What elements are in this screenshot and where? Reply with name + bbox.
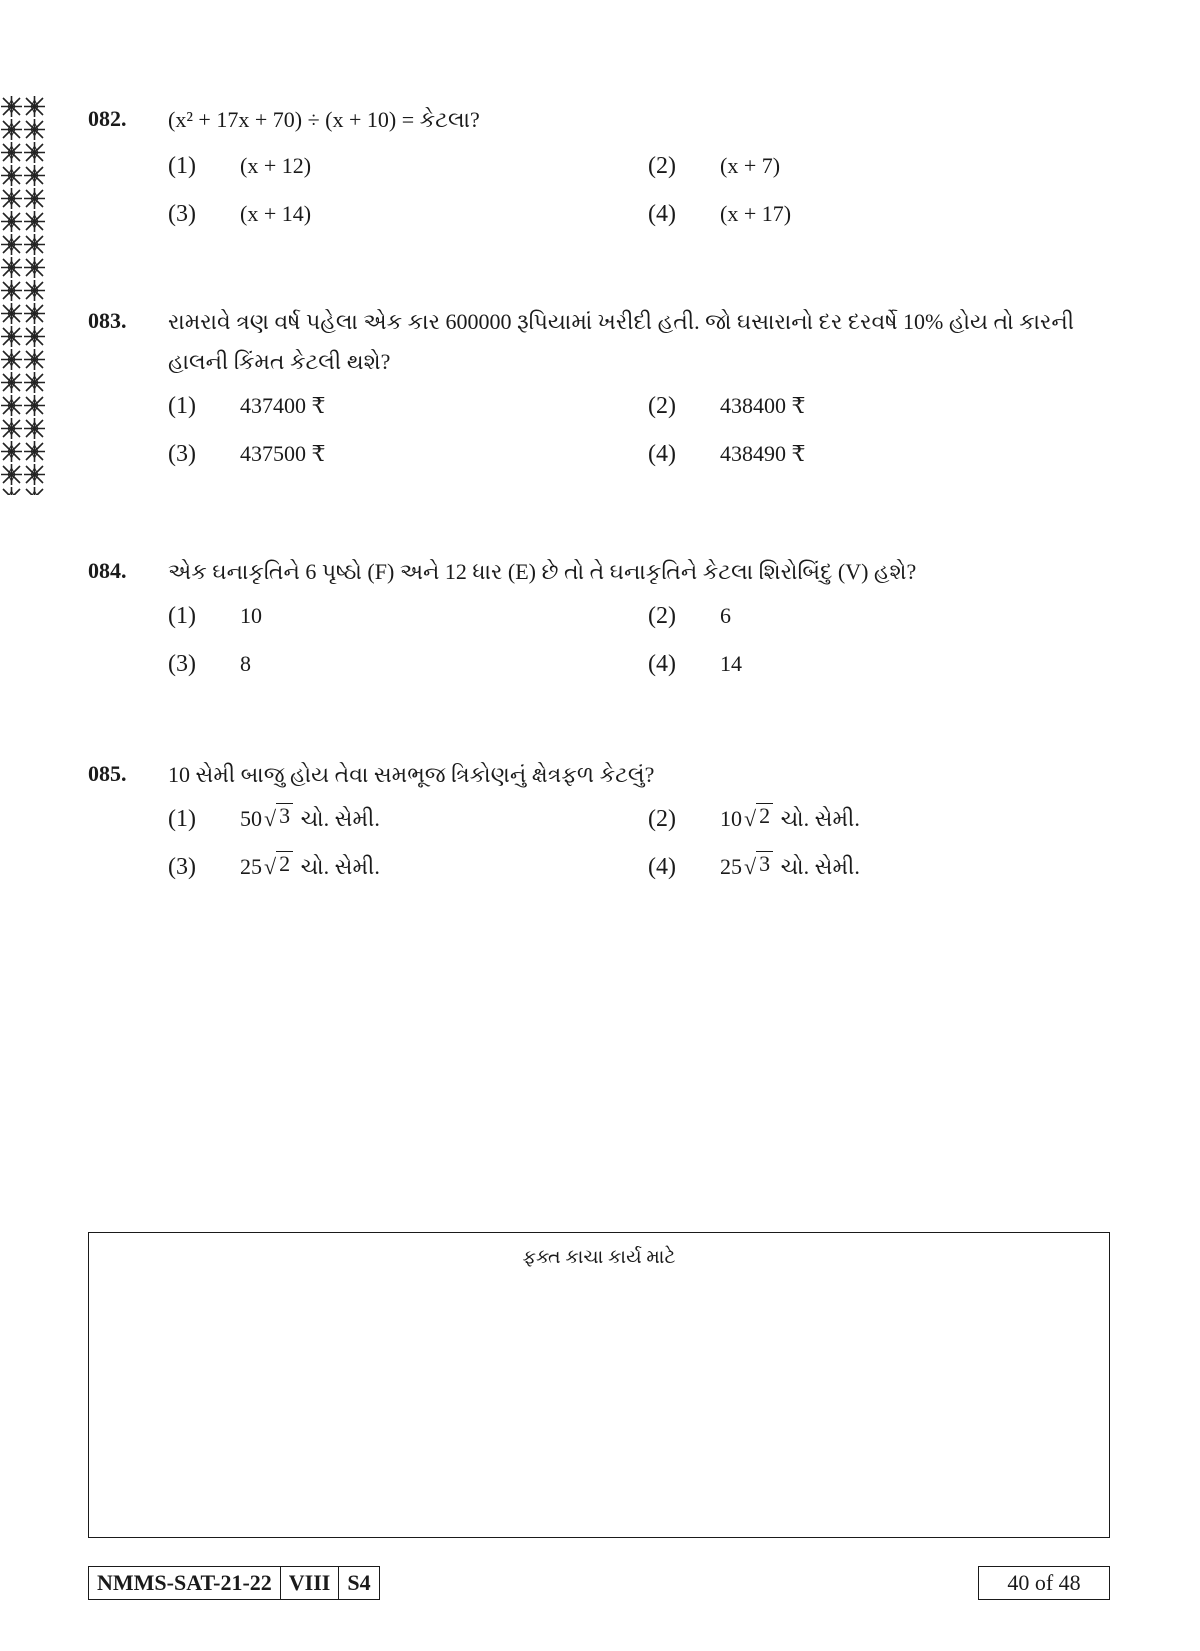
question-text: (x² + 17x + 70) ÷ (x + 10) = કેટલા? [168, 107, 480, 132]
unit: ચો. સેમી. [780, 806, 860, 831]
radicand: 2 [276, 851, 293, 876]
set-label: S4 [347, 1570, 371, 1595]
option-number: (4) [648, 854, 676, 880]
option-1[interactable] [168, 146, 648, 186]
question-text: એક ઘનાકૃતિને 6 પૃષ્ઠો (F) અને 12 ધાર (E) છે તો તે ઘનાકૃતિને કેટલા શિરોબિંદુ (V) હશે? [168, 559, 917, 584]
option-1[interactable] [168, 386, 648, 426]
square-root [264, 799, 293, 839]
option-value: 437400 ₹ [240, 393, 326, 418]
option-number: (3) [168, 854, 196, 880]
option-number: (3) [168, 441, 196, 467]
unit: ચો. સેમી. [780, 854, 860, 879]
option-number: (4) [648, 201, 676, 227]
unit: ચો. સેમી. [300, 854, 380, 879]
option-2[interactable] [648, 146, 1128, 186]
question-number: 083. [88, 308, 127, 333]
question-number: 084. [88, 558, 127, 583]
square-root [264, 847, 293, 887]
question-085 [88, 755, 1118, 887]
option-number: (2) [648, 806, 676, 832]
option-number: (4) [648, 651, 676, 677]
option-value [720, 847, 1128, 887]
question-text: રામરાવે ત્રણ વર્ષ પહેલા એક કાર 600000 રૂપિયામાં ખરીદી હતી. જો ઘસારાનો દર દરવર્ષે 10% હોય તો કારની હાલની કિંમત કેટલી થશે? [168, 309, 1075, 374]
option-3[interactable] [168, 644, 648, 684]
option-value: (x + 12) [240, 153, 312, 178]
coefficient: 25 [720, 854, 742, 879]
option-2[interactable] [648, 386, 1128, 426]
unit: ચો. સેમી. [300, 806, 380, 831]
option-1[interactable] [168, 799, 648, 839]
radicand: 3 [756, 851, 773, 876]
option-value [720, 799, 1128, 839]
option-value: 437500 ₹ [240, 441, 326, 466]
radical-sign-icon: √ [264, 806, 277, 831]
option-value: 8 [240, 651, 251, 676]
option-2[interactable] [648, 596, 1128, 636]
rough-work-title: ફક્ત કાચા કાર્ય માટે [522, 1247, 676, 1268]
option-number: (1) [168, 603, 196, 629]
option-4[interactable] [648, 847, 1128, 887]
radical-sign-icon: √ [264, 854, 277, 879]
question-082 [88, 100, 1118, 234]
option-number: (2) [648, 603, 676, 629]
option-3[interactable] [168, 434, 648, 474]
square-root [744, 847, 773, 887]
option-number: (4) [648, 441, 676, 467]
question-text: 10 સેમી બાજુ હોય તેવા સમભૂજ ત્રિકોણનું ક્ષેત્રફળ કેટલું? [168, 762, 655, 787]
option-value: 10 [240, 603, 262, 628]
radical-sign-icon: √ [744, 854, 757, 879]
radicand: 2 [756, 803, 773, 828]
option-value: 438490 ₹ [720, 441, 806, 466]
option-value: (x + 14) [240, 201, 312, 226]
option-3[interactable] [168, 194, 648, 234]
option-4[interactable] [648, 434, 1128, 474]
option-number: (2) [648, 393, 676, 419]
page-number: 40 of 48 [978, 1566, 1110, 1600]
option-number: (3) [168, 651, 196, 677]
option-value: (x + 7) [720, 153, 781, 178]
option-value [240, 847, 648, 887]
radical-sign-icon: √ [744, 806, 757, 831]
radicand: 3 [276, 803, 293, 828]
question-083 [88, 302, 1118, 474]
option-1[interactable] [168, 596, 648, 636]
rough-work-box [88, 1232, 1110, 1538]
option-4[interactable] [648, 644, 1128, 684]
option-value [240, 799, 648, 839]
coefficient: 25 [240, 854, 262, 879]
decorative-side-pattern [0, 95, 46, 495]
option-number: (2) [648, 153, 676, 179]
class-label: VIII [281, 1567, 340, 1599]
footer-exam-code [88, 1566, 380, 1600]
option-3[interactable] [168, 847, 648, 887]
option-number: (1) [168, 393, 196, 419]
coefficient: 50 [240, 806, 262, 831]
coefficient: 10 [720, 806, 742, 831]
question-number: 082. [88, 106, 127, 131]
question-084 [88, 552, 1118, 684]
option-number: (1) [168, 806, 196, 832]
exam-code: NMMS-SAT-21-22 [89, 1567, 281, 1599]
option-value: 6 [720, 603, 731, 628]
option-value: 438400 ₹ [720, 393, 806, 418]
option-number: (1) [168, 153, 196, 179]
option-2[interactable] [648, 799, 1128, 839]
option-4[interactable] [648, 194, 1128, 234]
square-root [744, 799, 773, 839]
option-value: 14 [720, 651, 742, 676]
option-number: (3) [168, 201, 196, 227]
option-value: (x + 17) [720, 201, 792, 226]
question-number: 085. [88, 761, 127, 786]
